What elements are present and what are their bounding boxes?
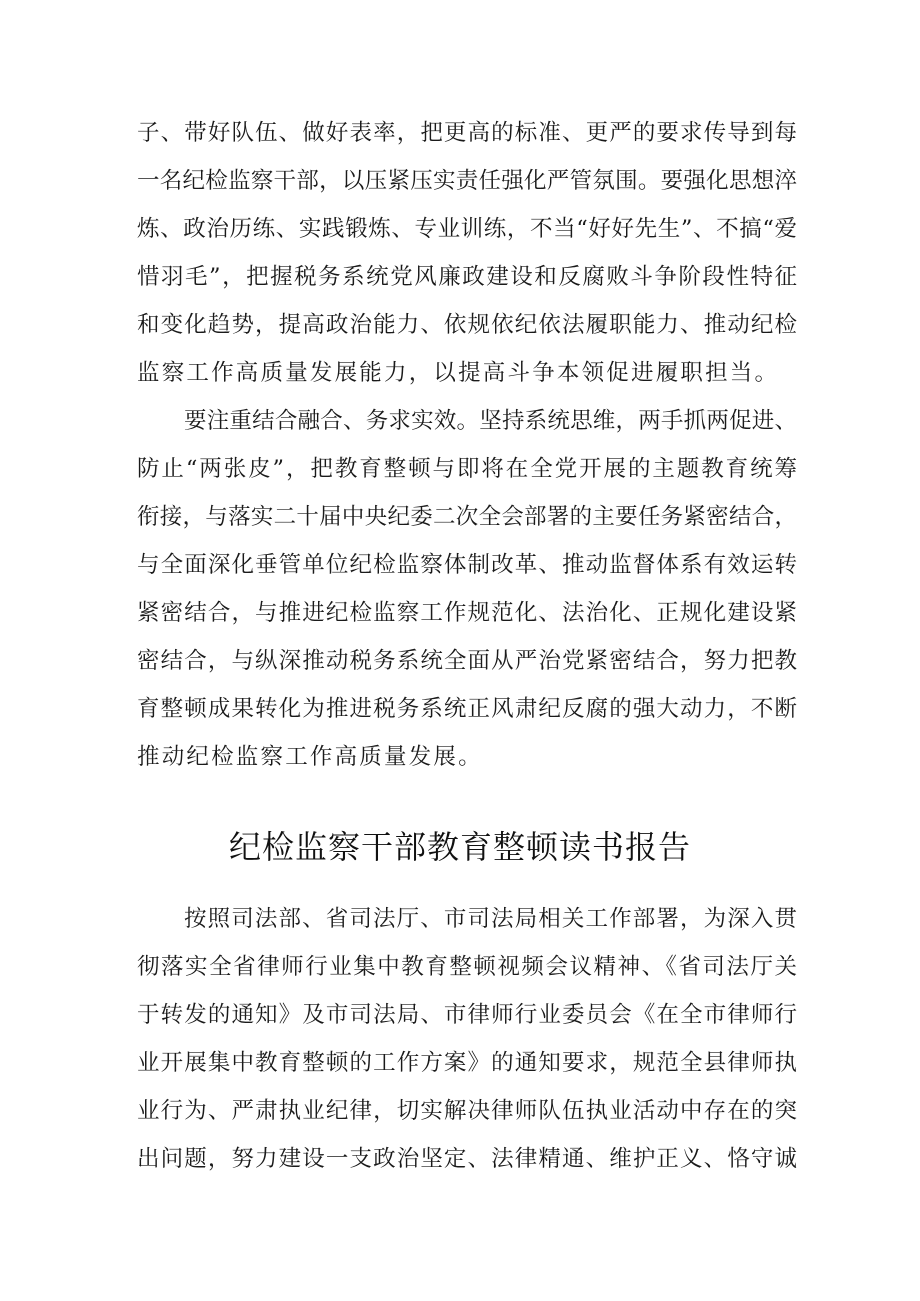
text-line: 防止“两张皮”，把教育整顿与即将在全党开展的主题教育统筹 [137, 456, 797, 482]
section-title: 纪检监察干部教育整顿读书报告 [228, 828, 691, 866]
text-line: 监察工作高质量发展能力，以提高斗争本领促进履职担当。 [137, 360, 780, 386]
text-line: 业行为、严肃执业纪律，切实解决律师队伍执业活动中存在的突 [137, 1098, 797, 1124]
text-line: 密结合，与纵深推动税务系统全面从严治党紧密结合，努力把教 [137, 648, 797, 674]
text-line: 和变化趋势，提高政治能力、依规依纪依法履职能力、推动纪检 [137, 312, 797, 338]
text-line: 衔接，与落实二十届中央纪委二次全会部署的主要任务紧密结合， [137, 504, 797, 530]
text-line: 于转发的通知》及市司法局、市律师行业委员会《在全市律师行 [137, 1002, 797, 1028]
text-line: 要注重结合融合、务求实效。坚持系统思维，两手抓两促进、 [184, 408, 797, 434]
text-line: 出问题，努力建设一支政治坚定、法律精通、维护正义、恪守诚 [137, 1146, 797, 1172]
text-line: 惜羽毛”，把握税务系统党风廉政建设和反腐败斗争阶段性特征 [137, 264, 797, 290]
text-line: 育整顿成果转化为推进税务系统正风肃纪反腐的强大动力，不断 [137, 696, 797, 722]
text-line: 炼、政治历练、实践锻炼、专业训练，不当“好好先生”、不搞“爱 [137, 216, 797, 242]
text-line: 子、带好队伍、做好表率，把更高的标准、更严的要求传导到每 [137, 120, 797, 146]
text-line: 推动纪检监察工作高质量发展。 [137, 744, 483, 770]
text-line: 按照司法部、省司法厅、市司法局相关工作部署，为深入贯 [184, 906, 797, 932]
text-line: 紧密结合，与推进纪检监察工作规范化、法治化、正规化建设紧 [137, 600, 797, 626]
text-line: 彻落实全省律师行业集中教育整顿视频会议精神、《省司法厅关 [137, 954, 797, 980]
text-line: 业开展集中教育整顿的工作方案》的通知要求，规范全县律师执 [137, 1050, 797, 1076]
text-line: 与全面深化垂管单位纪检监察体制改革、推动监督体系有效运转 [137, 552, 797, 578]
text-line: 一名纪检监察干部，以压紧压实责任强化严管氛围。要强化思想淬 [137, 168, 797, 194]
